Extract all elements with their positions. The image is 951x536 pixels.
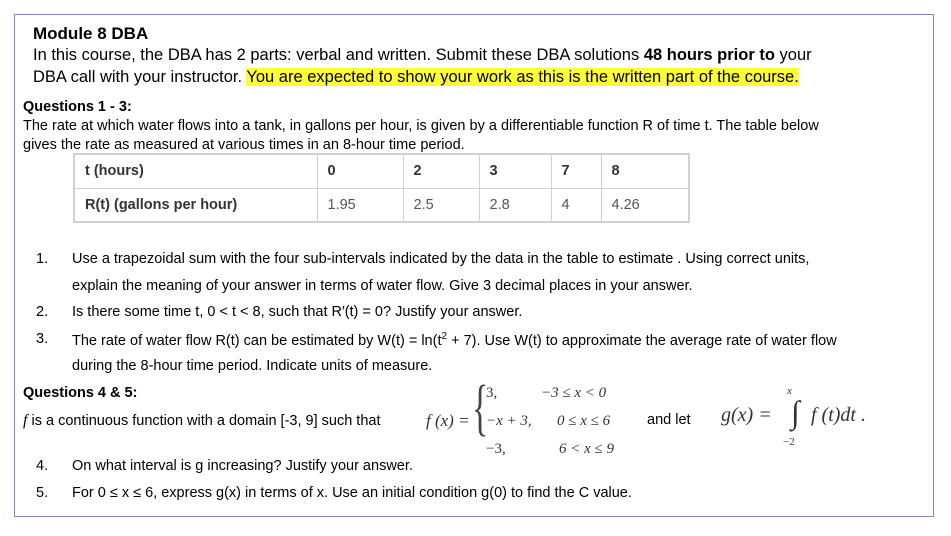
- section-heading-q4-5: Questions 4 & 5:: [23, 385, 138, 401]
- case-cond: 0 ≤ x ≤ 6: [557, 413, 611, 429]
- item-number: 1.: [36, 251, 49, 267]
- intro-text: In this course, the DBA has 2 parts: verbal and written. Submit these DBA solutions: [33, 46, 644, 64]
- table-row: [74, 154, 689, 188]
- table-cell: 2.8: [479, 188, 551, 222]
- item-number: 2.: [36, 304, 49, 320]
- question-1-line-1: Use a trapezoidal sum with the four sub-intervals indicated by the data in the table to estimate . Using correct units,: [72, 251, 810, 267]
- table-header-cell: 0: [317, 154, 403, 188]
- intro-line-1: [33, 46, 812, 65]
- page-title: Module 8 DBA: [33, 24, 149, 43]
- item-number: 5.: [36, 485, 49, 501]
- question-1-line-2: explain the meaning of your answer in terms of water flow. Give 3 decimal places in your answer.: [72, 278, 693, 294]
- q3-text-a: The rate of water flow R(t) can be estimated by W(t) = ln(t: [72, 332, 442, 349]
- highlighted-instruction: You are expected to show your work as this is the written part of the course.: [246, 68, 799, 86]
- piecewise-sentence: [23, 412, 381, 430]
- q3-superscript: 2: [441, 331, 448, 342]
- table-header-cell: 7: [551, 154, 601, 188]
- table-header-cell: 2: [403, 154, 479, 188]
- problem-paragraph-line-1: The rate at which water flows into a tank, in gallons per hour, is given by a differentiable function R of time t. The table below: [23, 118, 819, 134]
- table-cell: 4.26: [601, 188, 689, 222]
- table-cell: R(t) (gallons per hour): [74, 188, 317, 222]
- q3-text-b: + 7). Use W(t) to approximate the average rate of water flow: [447, 332, 837, 349]
- table-header-cell: 3: [479, 154, 551, 188]
- and-let-text: and let: [647, 412, 691, 428]
- question-5: For 0 ≤ x ≤ 6, express g(x) in terms of x. Use an initial condition g(0) to find the C value.: [72, 485, 632, 501]
- sentence-text: is a continuous function with a domain [-3, 9] such that: [27, 413, 381, 429]
- piecewise-brace: {: [472, 374, 489, 442]
- item-number: 4.: [36, 458, 49, 474]
- section-heading-q1-3: Questions 1 - 3:: [23, 99, 132, 115]
- intro-text-end: your: [774, 46, 812, 64]
- table-cell: 4: [551, 188, 601, 222]
- question-4: On what interval is g increasing? Justify your answer.: [72, 458, 413, 474]
- integral-lower-limit: −2: [783, 436, 795, 448]
- table-cell: 1.95: [317, 188, 403, 222]
- f-symbol: f: [23, 412, 28, 429]
- case-expr: 3,: [486, 385, 498, 401]
- question-3-line-1: [72, 331, 837, 349]
- table-cell: 2.5: [403, 188, 479, 222]
- table-header-cell: 8: [601, 154, 689, 188]
- case-expr: −3,: [486, 441, 506, 457]
- problem-paragraph-line-2: gives the rate as measured at various times in an 8-hour time period.: [23, 137, 465, 153]
- integrand: f (t)dt .: [811, 404, 866, 426]
- table-header-cell: t (hours): [74, 154, 317, 188]
- case-expr: −x + 3,: [486, 413, 532, 429]
- case-cond: −3 ≤ x < 0: [541, 385, 607, 401]
- table-row: [74, 188, 689, 222]
- intro-text-2: DBA call with your instructor.: [33, 68, 247, 86]
- intro-line-2: [33, 68, 799, 87]
- intro-bold-deadline: 48 hours prior to: [643, 46, 775, 64]
- integral-icon: ∫: [791, 394, 800, 430]
- integral-upper-limit: x: [787, 385, 792, 397]
- rate-table: [73, 153, 690, 223]
- g-lhs: g(x) =: [721, 404, 772, 426]
- fx-label: f (x) =: [426, 411, 470, 430]
- question-3-line-2: during the 8-hour time period. Indicate units of measure.: [72, 358, 433, 374]
- item-number: 3.: [36, 331, 49, 347]
- question-2: Is there some time t, 0 < t < 8, such that R′(t) = 0? Justify your answer.: [72, 304, 523, 320]
- case-cond: 6 < x ≤ 9: [559, 441, 615, 457]
